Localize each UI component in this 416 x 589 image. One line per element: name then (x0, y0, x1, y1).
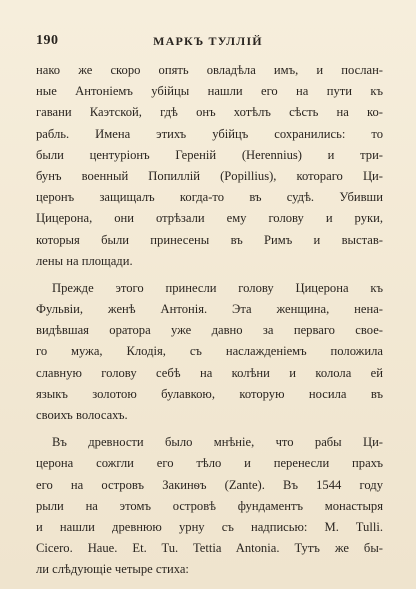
text-line: были центуріонъ Гереній (Herennius) и три- (36, 147, 383, 162)
paragraph-2 (36, 278, 383, 426)
text-line: языкъ золотою булавкою, которую носила въ (36, 386, 383, 401)
text-line: го мужа, Клодія, съ наслажденіемъ положила (36, 344, 383, 359)
text-line: своихъ волосахъ. (36, 408, 128, 422)
text-line: Въ древности было мнѣніе, что рабы Ци- (52, 435, 383, 450)
text-line: Прежде этого принесли голову Цицерона къ (52, 280, 383, 295)
text-line: его на островъ Закинѳъ (Zante). Въ 1544 году (36, 477, 383, 492)
text-line: Cicero. Haue. Et. Tu. Tettia Antonia. Тутъ же бы- (36, 541, 383, 556)
text-line: Цицерона, они отрѣзали ему голову и руки, (36, 211, 383, 226)
text-line: ли слѣдующіе четыре стиха: (36, 562, 189, 577)
page-number: 190 (36, 33, 59, 48)
text-line: лены на площади. (36, 253, 133, 268)
text-line: которыя были принесены въ Римъ и выстав- (36, 232, 383, 247)
text-line: бунъ военный Попиллій (Popillius), котораго Ци- (36, 168, 383, 183)
text-line: гавани Каэтской, гдѣ онъ хотѣлъ сѣсть на ко- (36, 105, 383, 120)
text-line: рыли на этомъ островѣ фундаментъ монастыря (36, 498, 383, 513)
text-line: славную голову себѣ на колѣни и колола ей (36, 365, 383, 380)
text-line: ные Антоніемъ убійцы нашли его на пути къ (36, 84, 383, 99)
text-line: видѣвшая оратора уже давно за перваго свое- (36, 323, 383, 338)
running-head: МАРКЪ ТУЛЛІЙ (153, 34, 263, 48)
paragraph-3 (36, 432, 383, 580)
paragraph-1 (36, 60, 383, 272)
text-line: церонъ защищалъ когда-то въ судѣ. Убивши (36, 190, 383, 205)
text-line: и нашли древнюю урну съ надписью: M. Tulli. (36, 519, 383, 534)
text-line: церона сожгли его тѣло и перенесли прахъ (36, 456, 383, 471)
page-header (36, 33, 380, 51)
text-line: нако же скоро опять овладѣла имъ, и послан- (36, 63, 383, 77)
body-text (36, 60, 383, 587)
text-line: рабль. Имена этихъ убійцъ сохранились: то (36, 126, 383, 141)
text-line: Фульвіи, женѣ Антонія. Эта женщина, нена- (36, 302, 383, 317)
